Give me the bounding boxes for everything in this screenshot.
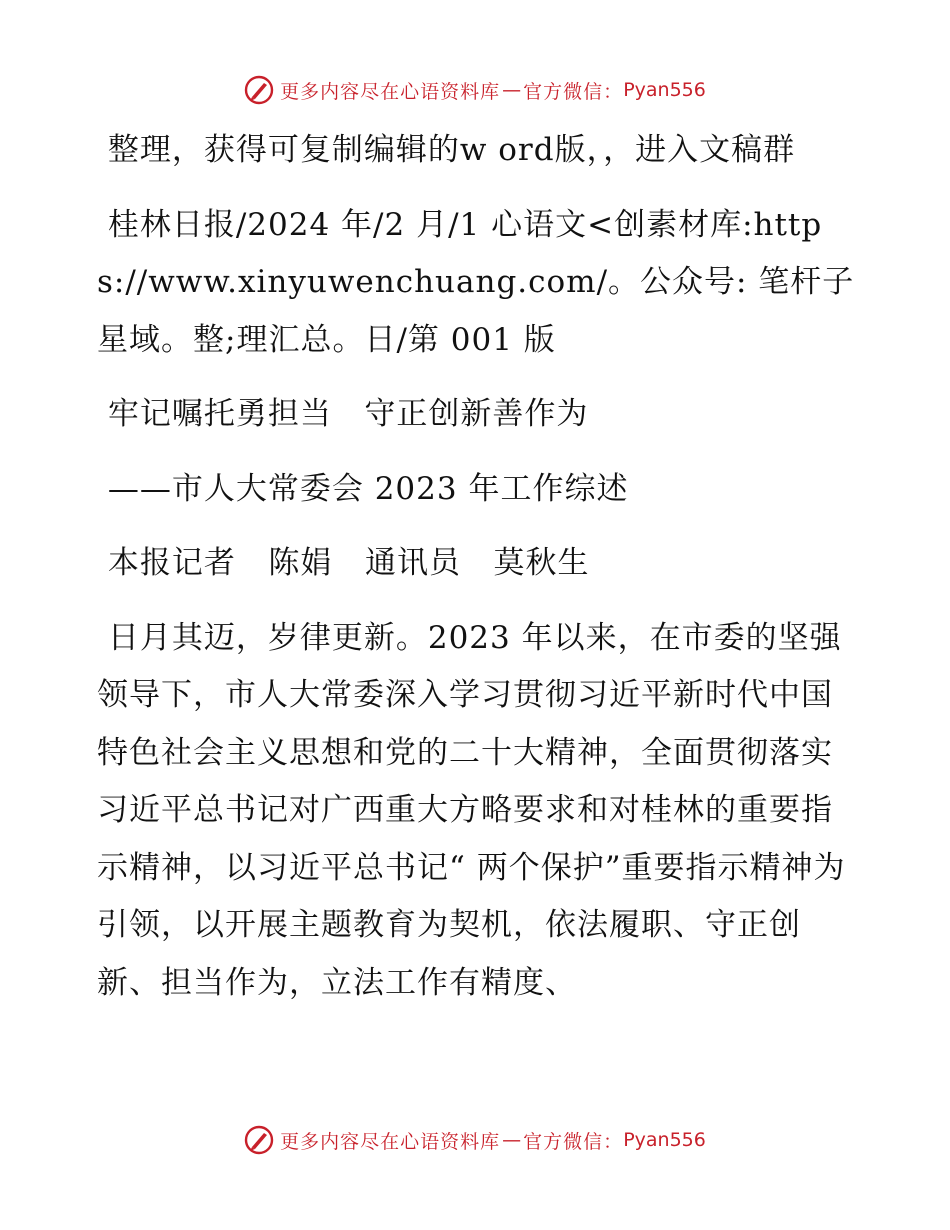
quill-pen-logo-icon <box>244 1125 274 1155</box>
source-line: 桂林日报/2024 年/2 月/1 心语文<创素材库:https://www.xinyuwenchuang.com/。公众号: 笔杆子星域。整;理汇总。日/第 001 版 <box>97 206 855 358</box>
banner-suffix: 官方微信： <box>523 80 624 103</box>
banner-text: 更多内容尽在心语资料库 <box>280 80 501 103</box>
banner-wechat-handle: Pyan556 <box>623 79 706 101</box>
banner-suffix: 官方微信： <box>523 1130 624 1153</box>
article-subtitle: ——市人大常委会 2023 年工作综述 <box>97 470 629 507</box>
document-body <box>97 122 857 1029</box>
header-banner <box>0 70 950 110</box>
intro-note: 整理，获得可复制编辑的w ord版，，进入文稿群 <box>97 132 796 168</box>
footer-banner <box>0 1120 950 1160</box>
byline: 本报记者 陈娟 通讯员 莫秋生 <box>97 545 590 581</box>
body-paragraph: 日月其迈，岁律更新。2023 年以来，在市委的坚强领导下，市人大常委深入学习贯彻习近平新时代中国特色社会主义思想和党的二十大精神，全面贯彻落实习近平总书记对广西重大方略要求和对桂林的重要指示精神，以习近平总书记“ 两个保护”重要指示精神为引领，以开展主题教育为契机，依法履职、守正创新、担当作为，立法工作有精度、 <box>97 619 846 1001</box>
banner-separator: — <box>502 1129 522 1151</box>
banner-wechat-handle: Pyan556 <box>623 1129 706 1151</box>
banner-text: 更多内容尽在心语资料库 <box>280 1130 501 1153</box>
article-title: 牢记嘱托勇担当 守正创新善作为 <box>97 396 589 432</box>
quill-pen-logo-icon <box>244 75 274 105</box>
banner-separator: — <box>502 79 522 101</box>
